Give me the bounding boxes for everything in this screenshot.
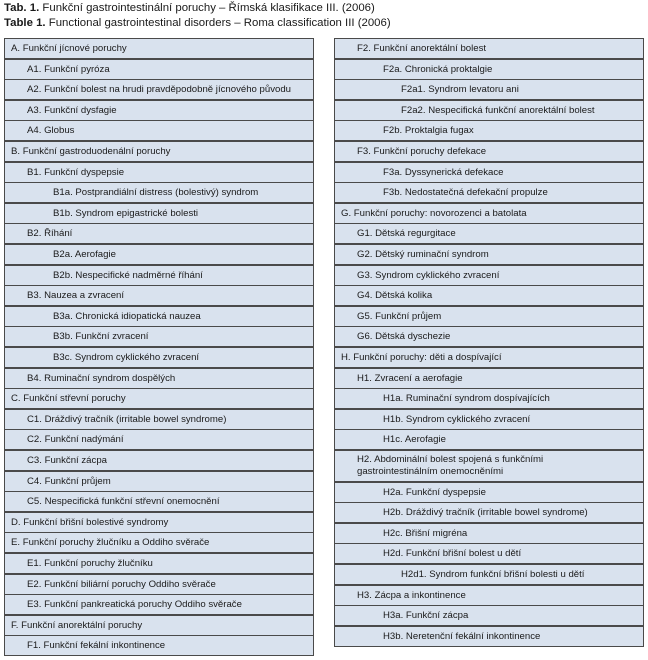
classification-label: D. Funkční břišní bolestivé syndromy [11,516,169,528]
classification-label: G5. Funkční průjem [357,310,442,322]
classification-row [334,347,644,368]
classification-row [334,429,644,450]
classification-row [4,162,314,183]
classification-label: G4. Dětská kolika [357,290,433,302]
classification-label: C. Funkční střevní poruchy [11,393,126,405]
classification-row [334,605,644,626]
classification-label: H3a. Funkční zácpa [383,610,469,622]
classification-label: B1. Funkční dyspepsie [27,166,125,178]
classification-row [334,223,644,244]
classification-row [4,450,314,471]
classification-label: E3. Funkční pankreatická poruchy Oddiho svěrače [27,599,242,611]
classification-row [334,626,644,647]
classification-label: A2. Funkční bolest na hrudi pravděpodobně jícnového původu [27,84,292,96]
classification-row [4,79,314,100]
classification-row [334,306,644,327]
classification-label: C1. Dráždivý tračník (irritable bowel syndrome) [27,413,227,425]
classification-row [4,347,314,368]
classification-label: B3. Nauzea a zvracení [27,290,125,302]
classification-label: B3a. Chronická idiopatická nauzea [53,310,201,322]
classification-label: F2a2. Nespecifická funkční anorektální bolest [401,104,595,116]
classification-label: B1b. Syndrom epigastrické bolesti [53,207,199,219]
classification-label: H1a. Ruminační syndrom dospívajících [383,393,550,405]
classification-label: G6. Dětská dyschezie [357,331,451,343]
classification-label: B4. Ruminační syndrom dospělých [27,372,176,384]
classification-label: F2a. Chronická proktalgie [383,63,493,75]
classification-row [4,553,314,574]
classification-label: H2d1. Syndrom funkční břišní bolesti u dětí [401,569,585,580]
classification-row [334,162,644,183]
classification-row [334,79,644,100]
classification-label: B2. Říhání [27,228,73,240]
classification-label: F. Funkční anorektální poruchy [11,619,143,631]
classification-row [4,532,314,553]
classification-row [4,306,314,327]
classification-row [334,523,644,544]
classification-row [334,100,644,121]
classification-label: A. Funkční jícnové poruchy [11,43,127,54]
classification-label: E. Funkční poruchy žlučníku a Oddiho svěrače [11,537,210,549]
classification-row [334,388,644,409]
classification-row [334,265,644,286]
classification-row [334,141,644,162]
classification-label: H2b. Dráždivý tračník (irritable bowel syndrome) [383,507,588,519]
classification-label: F1. Funkční fekální inkontinence [27,640,166,652]
classification-row [334,585,644,606]
classification-row [4,120,314,141]
classification-label: A4. Globus [27,125,75,137]
classification-row [4,388,314,409]
classification-row [334,502,644,523]
caption-english-text: Functional gastrointestinal disorders – Roma classification III (2006) [48,17,391,29]
classification-label: H2a. Funkční dyspepsie [383,486,486,498]
classification-row [4,244,314,265]
classification-label: G1. Dětská regurgitace [357,228,456,240]
classification-label: G. Funkční poruchy: novorozenci a batolata [341,207,527,219]
classification-row [4,429,314,450]
classification-row [334,409,644,430]
classification-label: F3b. Nedostatečná defekační propulze [383,187,548,199]
classification-row [4,471,314,492]
classification-label: H3. Zácpa a inkontinence [357,589,466,601]
classification-row [4,368,314,389]
classification-row [4,141,314,162]
classification-label: F2b. Proktalgia fugax [383,125,474,137]
classification-label: H. Funkční poruchy: děti a dospívající [341,352,502,363]
classification-row [4,635,314,656]
classification-row [334,203,644,224]
classification-label: B1a. Postprandiální distress (bolestivý) syndrom [53,187,259,199]
classification-label: H1. Zvracení a aerofagie [357,372,463,384]
classification-label: G2. Dětský ruminační syndrom [357,249,489,260]
classification-row [4,203,314,224]
classification-row [334,450,644,482]
classification-label: H1c. Aerofagie [383,434,446,446]
classification-label: E2. Funkční biliární poruchy Oddiho svěrače [27,578,216,590]
classification-label: H1b. Syndrom cyklického zvracení [383,413,531,425]
classification-label: C5. Nespecifická funkční střevní onemocnění [27,496,220,508]
classification-label: F3a. Dyssynerická defekace [383,166,504,178]
classification-row [4,512,314,533]
classification-label: F3. Funkční poruchy defekace [357,146,487,157]
classification-label: H2. Abdominální bolest spojená s funkčními gastrointestinálním onemocněními [357,454,544,477]
caption-czech-text: Funkční gastrointestinální poruchy – Římská klasifikace III. (2006) [42,2,375,14]
classification-row [4,265,314,286]
classification-label: B3c. Syndrom cyklického zvracení [53,352,200,363]
classification-row [4,100,314,121]
classification-label: G3. Syndrom cyklického zvracení [357,269,500,281]
classification-row [4,409,314,430]
caption-czech [4,1,375,15]
classification-label: H2c. Břišní migréna [383,527,468,539]
classification-row [334,564,644,585]
classification-label: B. Funkční gastroduodenální poruchy [11,146,171,157]
classification-row [4,59,314,80]
classification-row [334,543,644,564]
classification-row [334,482,644,503]
classification-label: B3b. Funkční zvracení [53,331,149,343]
caption-czech-label: Tab. 1. [4,2,40,14]
classification-row [334,368,644,389]
classification-label: C2. Funkční nadýmání [27,434,124,446]
classification-row [4,574,314,595]
classification-row [334,38,644,59]
classification-label: C4. Funkční průjem [27,475,111,487]
classification-row [4,182,314,203]
classification-row [4,326,314,347]
classification-label: E1. Funkční poruchy žlučníku [27,558,153,569]
classification-row [4,615,314,636]
classification-label: H3b. Neretenční fekální inkontinence [383,630,541,642]
classification-row [334,59,644,80]
classification-label: A1. Funkční pyróza [27,63,110,75]
classification-row [334,244,644,265]
classification-row [4,491,314,512]
classification-label: F2. Funkční anorektální bolest [357,43,487,54]
classification-label: C3. Funkční zácpa [27,455,107,466]
classification-row [4,594,314,615]
caption-english-label: Table 1. [4,17,46,29]
classification-row [4,38,314,59]
classification-label: B2b. Nespecifické nadměrné říhání [53,269,203,281]
caption-english [4,16,391,30]
classification-row [334,182,644,203]
classification-label: H2d. Funkční břišní bolest u dětí [383,548,522,560]
classification-row [4,285,314,306]
classification-label: A3. Funkční dysfagie [27,104,117,116]
classification-label: F2a1. Syndrom levatoru ani [401,84,519,96]
classification-row [4,223,314,244]
classification-row [334,285,644,306]
classification-row [334,120,644,141]
classification-row [334,326,644,347]
classification-label: B2a. Aerofagie [53,249,116,260]
